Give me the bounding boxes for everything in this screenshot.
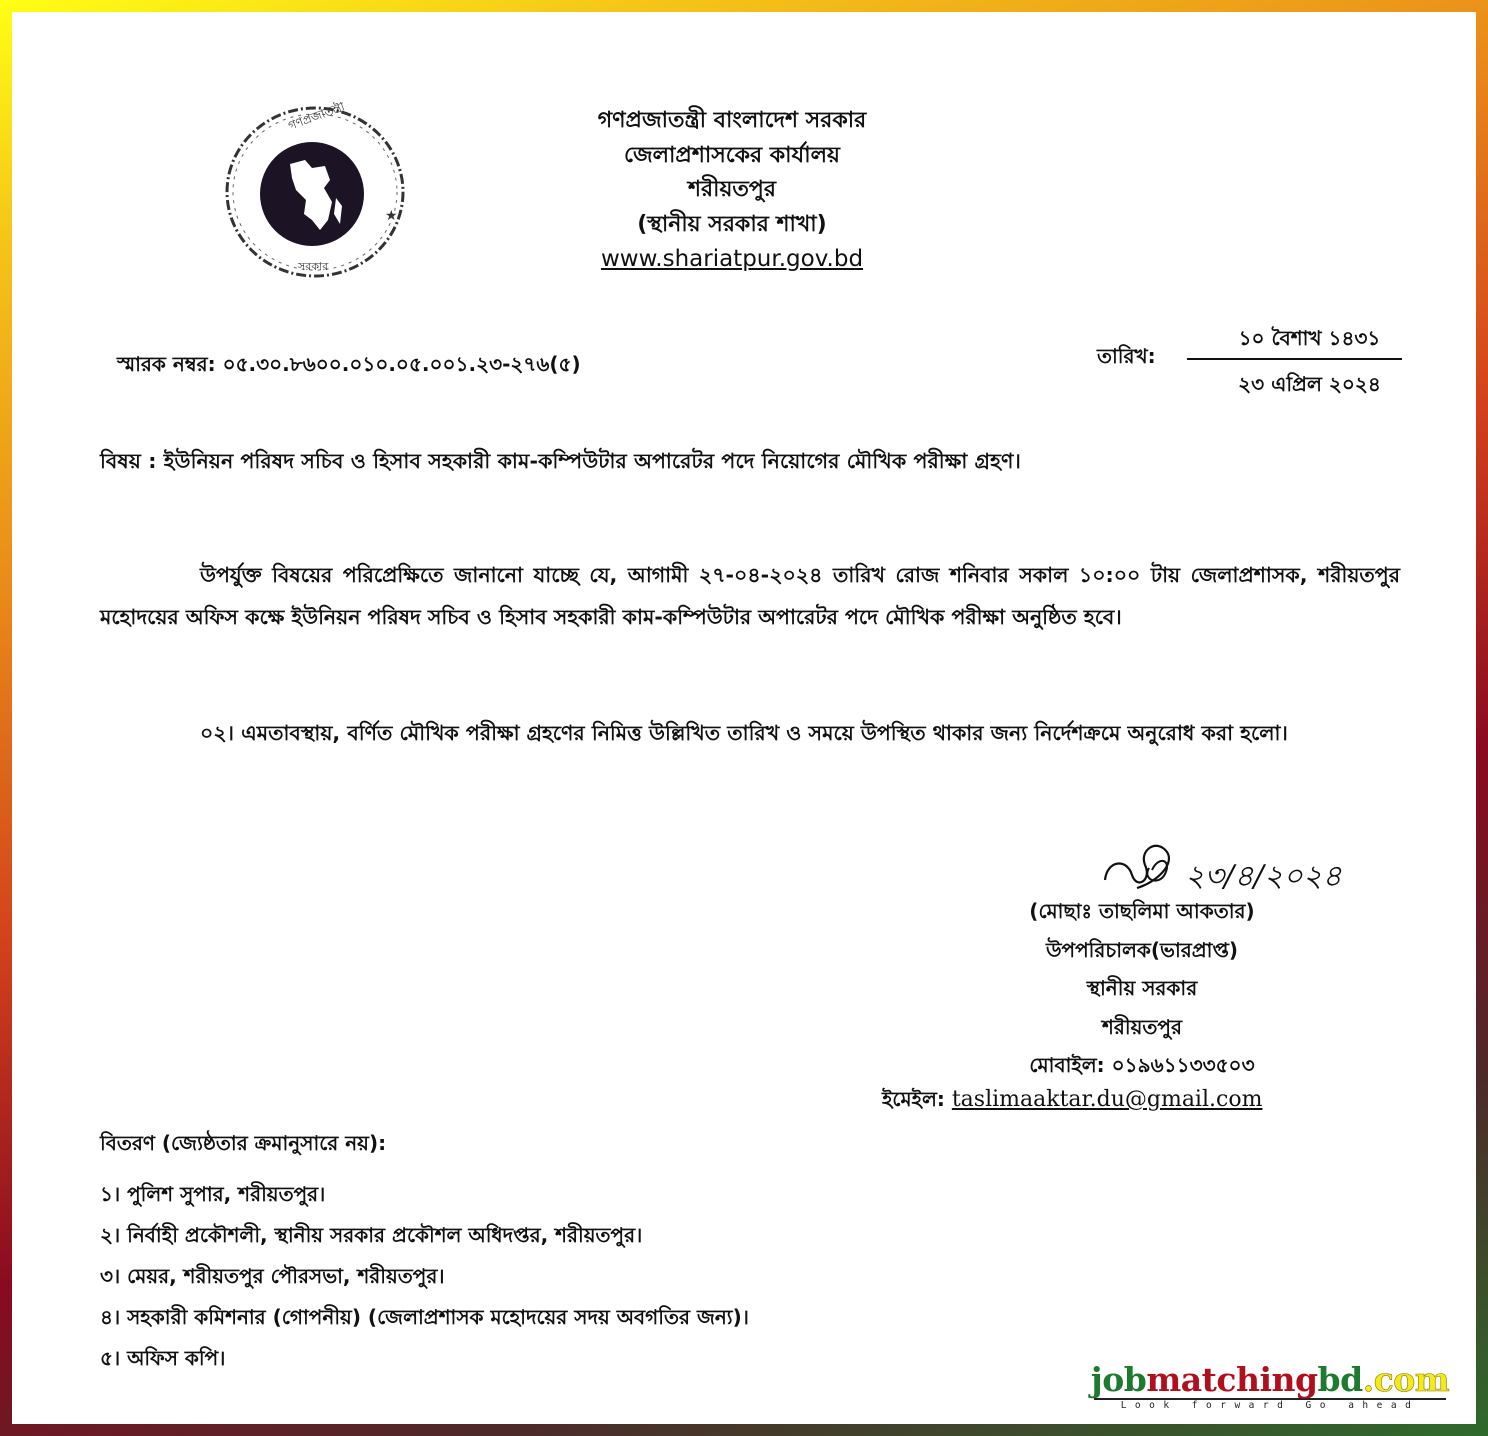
email-link[interactable]: taslimaaktar.du@gmail.com	[951, 1087, 1263, 1112]
distribution-item: ১। পুলিশ সুপার, শরীয়তপুর।	[100, 1182, 326, 1206]
signatory-district: শরীয়তপুর	[1102, 1014, 1182, 1039]
distribution-item: ৩। মেয়র, শরীয়তপুর পৌরসভা, শরীয়তপুর।	[100, 1264, 445, 1288]
distribution-item: ৪। সহকারী কমিশনার (গোপনীয়) (জেলাপ্রশাসক মহোদয়ের সদয় অবগতির জন্য)।	[100, 1305, 749, 1329]
date-label: তারিখ:	[1097, 344, 1156, 368]
watermark-brand: jobmatchingbd.com	[1090, 1360, 1450, 1399]
memo-value: ০৫.৩০.৮৬০০.০১০.০৫.০০১.২৩-২৭৬(৫)	[222, 352, 581, 376]
svg-text:২৩/৪/২০২৪: ২৩/৪/২০২৪	[1185, 859, 1342, 894]
document-page	[12, 12, 1476, 1424]
distribution-title: বিতরণ (জ্যেষ্ঠতার ক্রমানুসারে নয়):	[100, 1131, 387, 1155]
signatory-mobile	[952, 1046, 1332, 1085]
body-paragraph-1: উপর্যুক্ত বিষয়ের পরিপ্রেক্ষিতে জানানো যাচ্ছে যে, আগামী ২৭-০৪-২০২৪ তারিখ রোজ শনিবার সকাল ১০:০০ টায় জেলাপ্রশাসক, শরীয়তপুর মহোদয়ের অফিস কক্ষে ইউনিয়ন পরিষদ সচিব ও হিসাব সহকারী কাম-কম্পিউটার অপারেটর পদে মৌখিক পরীক্ষা অনুষ্ঠিত হবে।	[100, 563, 1400, 629]
signature-icon	[1097, 830, 1347, 900]
date-bangla: ১০ বৈশাখ ১৪৩১	[1238, 326, 1381, 350]
email-label: ইমেইল:	[882, 1087, 945, 1111]
header-office-name: জেলাপ্রশাসকের কার্যালয়	[624, 142, 840, 168]
signatory-block	[952, 892, 1332, 1085]
watermark-tagline: Look forward Go ahead	[1094, 1398, 1446, 1412]
watermark-logo	[1080, 1362, 1460, 1418]
distribution-item: ২। নির্বাহী প্রকৌশলী, স্থানীয় সরকার প্রকৌশল অধিদপ্তর, শরীয়তপুর।	[100, 1223, 643, 1247]
mobile-label: মোবাইল:	[1029, 1053, 1105, 1077]
body-paragraph-2: ০২। এমতাবস্থায়, বর্ণিত মৌখিক পরীক্ষা গ্রহণের নিমিত্ত উল্লিখিত তারিখ ও সময়ে উপস্থিত থাকার জন্য নির্দেশক্রমে অনুরোধ করা হলো।	[200, 721, 1288, 745]
memo-number	[117, 350, 581, 383]
header-branch: (স্থানীয় সরকার শাখা)	[637, 211, 827, 237]
subject-text: ইউনিয়ন পরিষদ সচিব ও হিসাব সহকারী কাম-কম্পিউটার অপারেটর পদে নিয়োগের মৌখিক পরীক্ষা গ্রহণ।	[163, 449, 1021, 473]
svg-text:গণপ্রজাতন্ত্রী: গণপ্রজাতন্ত্রী	[286, 102, 347, 133]
memo-label: স্মারক নম্বর:	[117, 352, 216, 376]
government-seal-icon	[220, 102, 410, 282]
date-divider	[1187, 358, 1402, 360]
date-gregorian: ২৩ এপ্রিল ২০২৪	[1238, 372, 1381, 396]
signatory-department: স্থানীয় সরকার	[1086, 976, 1198, 1000]
signatory-name: (মোছাঃ তাছলিমা আকতার)	[1029, 899, 1255, 923]
header-website-link[interactable]: www.shariatpur.gov.bd	[600, 246, 864, 272]
signatory-designation: উপপরিচালক(ভারপ্রাপ্ত)	[1045, 937, 1239, 962]
subject-label: বিষয় :	[100, 449, 157, 473]
header-government-name: গণপ্রজাতন্ত্রী বাংলাদেশ সরকার	[597, 108, 867, 133]
signatory-email	[882, 1085, 1262, 1118]
svg-text:★: ★	[385, 208, 398, 224]
subject-line	[100, 446, 1021, 480]
svg-text:সরকার: সরকার	[298, 260, 329, 273]
mobile-number: ০১৯৬১১৩৩৫০৩	[1111, 1053, 1255, 1077]
distribution-list	[100, 1174, 749, 1379]
letterhead	[532, 104, 932, 277]
distribution-item: ৫। অফিস কপি।	[100, 1346, 226, 1370]
header-district: শরীয়তপুর	[688, 177, 776, 202]
